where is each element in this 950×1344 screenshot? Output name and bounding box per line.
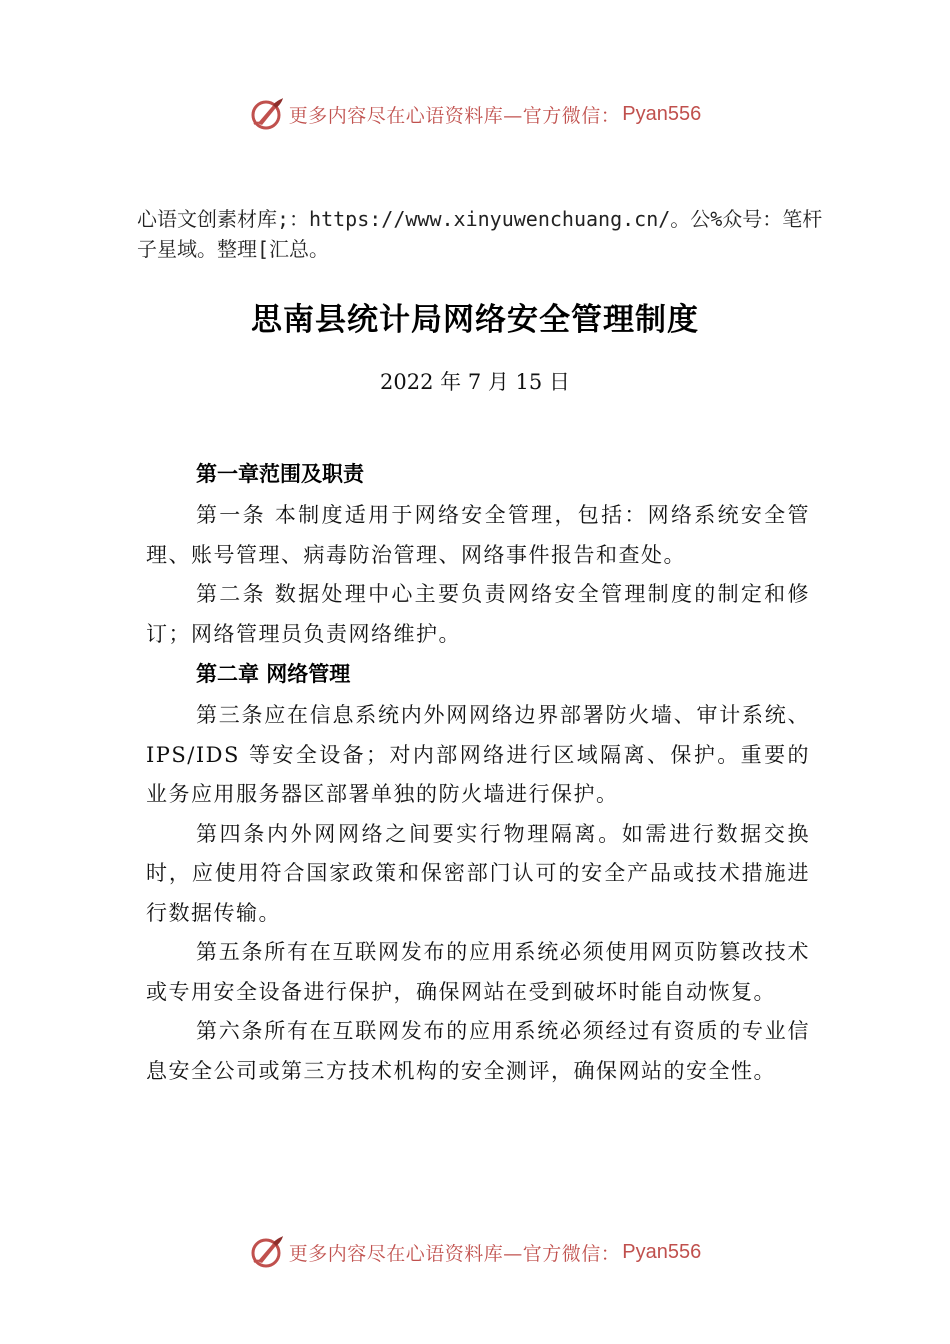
banner-text: 更多内容尽在心语资料库—官方微信： xyxy=(288,104,621,127)
quill-pen-logo-icon xyxy=(249,1234,285,1270)
document-body xyxy=(146,454,810,1091)
article-paragraph: 第二条 数据处理中心主要负责网络安全管理制度的制定和修订；网络管理员负责网络维护。 xyxy=(146,582,810,646)
banner-text: 更多内容尽在心语资料库—官方微信： xyxy=(288,1242,621,1265)
article-paragraph: 第三条应在信息系统内外网网络边界部署防火墙、审计系统、IPS/IDS 等安全设备；对内部网络进行区域隔离、保护。重要的业务应用服务器区部署单独的防火墙进行保护。 xyxy=(146,703,810,806)
article-paragraph: 第五条所有在互联网发布的应用系统必须使用网页防篡改技术或专用安全设备进行保护，确保网站在受到破坏时能自动恢复。 xyxy=(146,940,810,1004)
wechat-id: Pyan556 xyxy=(622,1240,702,1263)
source-note: 心语文创素材库;：https://www.xinyuwenchuang.cn/。公%众号：笔杆子星域。整理[汇总。 xyxy=(137,207,823,261)
wechat-id: Pyan556 xyxy=(622,102,702,125)
header-banner xyxy=(0,94,950,134)
footer-banner xyxy=(0,1232,950,1272)
document-date: 2022 年 7 月 15 日 xyxy=(380,370,570,394)
article-paragraph: 第四条内外网网络之间要实行物理隔离。如需进行数据交换时，应使用符合国家政策和保密部门认可的安全产品或技术措施进行数据传输。 xyxy=(146,821,810,925)
article-paragraph: 第六条所有在互联网发布的应用系统必须经过有资质的专业信息安全公司或第三方技术机构的安全测评，确保网站的安全性。 xyxy=(146,1019,810,1083)
article-paragraph: 第一条 本制度适用于网络安全管理，包括：网络系统安全管理、账号管理、病毒防治管理、网络事件报告和查处。 xyxy=(146,503,810,567)
quill-pen-logo-icon xyxy=(249,96,285,132)
document-title: 思南县统计局网络安全管理制度 xyxy=(251,302,699,338)
chapter-heading: 第二章 网络管理 xyxy=(196,662,351,686)
chapter-heading: 第一章范围及职责 xyxy=(196,462,364,486)
